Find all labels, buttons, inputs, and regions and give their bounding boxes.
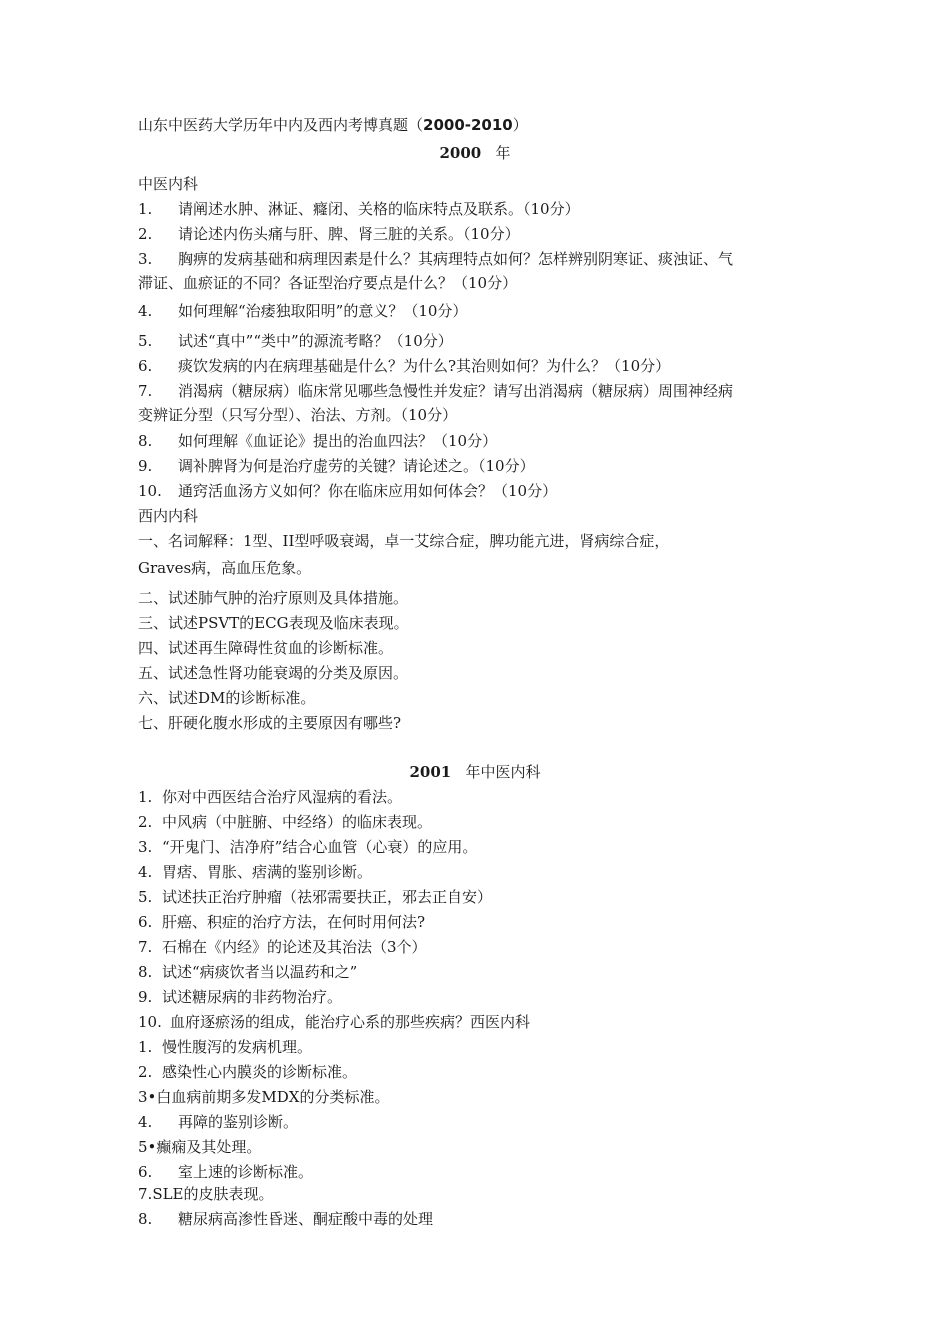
- list-item: 9. 调补脾肾为何是治疗虚劳的关键？请论述之。（10分）: [138, 457, 535, 475]
- list-item: 5•癫痫及其处理。: [138, 1138, 262, 1156]
- list-item-continuation: 变辨证分型（只写分型）、治法、方剂。（10分）: [138, 406, 458, 424]
- document-title: 山东中医药大学历年中内及西内考博真题（2000-2010）: [138, 116, 528, 134]
- list-item: 3•白血病前期多发MDX的分类标准。: [138, 1088, 390, 1106]
- list-item: 1. 慢性腹泻的发病机理。: [138, 1038, 313, 1056]
- list-item: 2. 中风病（中脏腑、中经络）的临床表现。: [138, 813, 433, 831]
- list-item: 七、肝硬化腹水形成的主要原因有哪些?: [138, 714, 402, 732]
- list-item: 9. 试述糖尿病的非药物治疗。: [138, 988, 343, 1006]
- list-item: 4. 胃痞、胃胀、痞满的鉴别诊断。: [138, 863, 373, 881]
- list-item: 7. 消渴病（糖尿病）临床常见哪些急慢性并发症？请写出消渴病（糖尿病）周围神经病: [138, 382, 734, 400]
- list-item: 3. “开鬼门、洁净府”结合心血管（心衰）的应用。: [138, 838, 478, 856]
- list-item: 3. 胸痹的发病基础和病理因素是什么？其病理特点如何？怎样辨别阴寒证、痰浊证、气: [138, 250, 734, 268]
- list-item: 四、试述再生障碍性贫血的诊断标准。: [138, 639, 394, 657]
- list-item: 一、名词解释：1型、II型呼吸衰竭，卓一艾综合症，脾功能亢进，肾病综合症，: [138, 532, 670, 550]
- list-item: 二、试述肺气肿的治疗原则及具体措施。: [138, 589, 409, 607]
- list-item: 2. 请论述内伤头痛与肝、脾、肾三脏的关系。（10分）: [138, 225, 520, 243]
- list-item: 2. 感染性心内膜炎的诊断标准。: [138, 1063, 358, 1081]
- list-item-continuation: 滞证、血瘀证的不同？各证型治疗要点是什么？（10分）: [138, 274, 518, 292]
- list-item: 4. 再障的鉴别诊断。: [138, 1113, 299, 1131]
- list-item: 8. 如何理解《血证论》提出的治血四法？（10分）: [138, 432, 498, 450]
- list-item: 5. 试述扶正治疗肿瘤（祛邪需要扶正，邪去正自安）: [138, 888, 493, 906]
- list-item: 8. 试述“病痰饮者当以温药和之”: [138, 963, 358, 981]
- list-item: 五、试述急性肾功能衰竭的分类及原因。: [138, 664, 409, 682]
- list-item: 6. 肝癌、积症的治疗方法，在何时用何法?: [138, 913, 426, 931]
- list-item: 三、试述PSVT的ECG表现及临床表现。: [138, 614, 409, 632]
- list-item: 六、试述DM的诊断标准。: [138, 689, 316, 707]
- list-item-continuation: Graves病，高血压危象。: [138, 559, 312, 577]
- section-heading-tcm-2000: 中医内科: [138, 175, 199, 193]
- list-item: 4. 如何理解“治痿独取阳明”的意义？（10分）: [138, 302, 468, 320]
- year-2000-heading: 2000 年: [439, 144, 511, 162]
- list-item: 10. 血府逐瘀汤的组成，能治疗心系的那些疾病？西医内科: [138, 1013, 531, 1031]
- section-heading-wm-2000: 西内内科: [138, 507, 199, 525]
- list-item: 6. 痰饮发病的内在病理基础是什么？为什么?其治则如何？为什么？（10分）: [138, 357, 671, 375]
- list-item: 1. 请阐述水肿、淋证、癃闭、关格的临床特点及联系。（10分）: [138, 200, 580, 218]
- list-item: 8. 糖尿病高渗性昏迷、酮症酸中毒的处理: [138, 1210, 434, 1228]
- list-item: 10. 通窍活血汤方义如何？你在临床应用如何体会？（10分）: [138, 482, 558, 500]
- list-item: 7. 石棉在《内经》的论述及其治法（3个）: [138, 938, 427, 956]
- list-item: 6. 室上速的诊断标准。: [138, 1163, 314, 1181]
- list-item: 7.SLE的皮肤表现。: [138, 1185, 274, 1203]
- list-item: 5. 试述“真中”“类中”的源流考略？（10分）: [138, 332, 453, 350]
- list-item: 1. 你对中西医结合治疗风湿病的看法。: [138, 788, 403, 806]
- year-2001-heading: 2001 年中医内科: [409, 763, 541, 781]
